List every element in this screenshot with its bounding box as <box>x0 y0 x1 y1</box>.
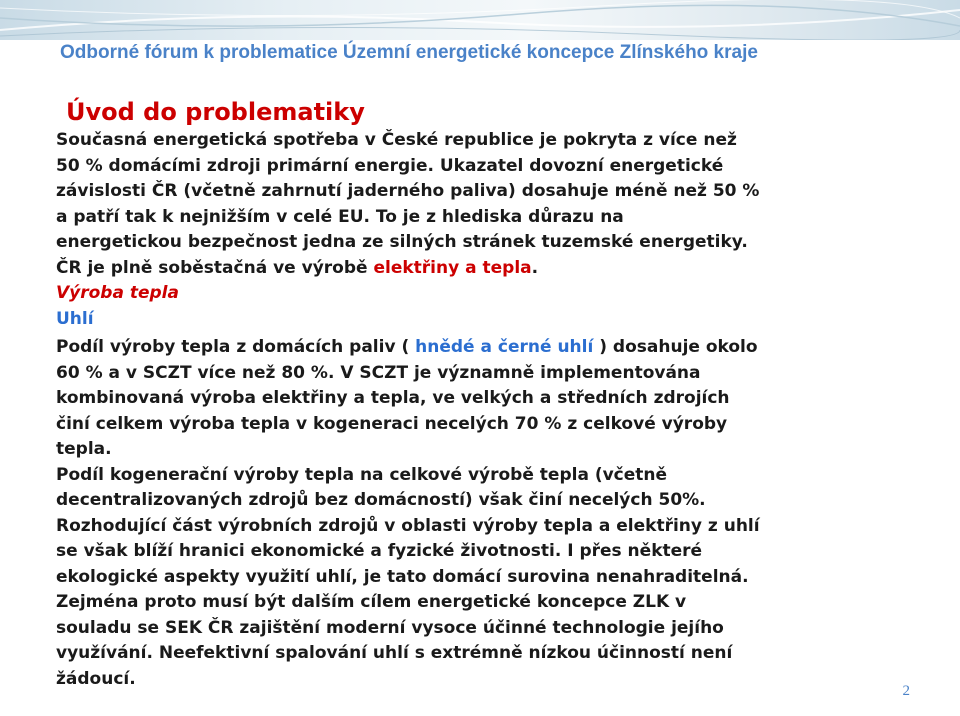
paragraph-coal <box>56 335 760 692</box>
text-line: a patří tak k nejnižším v celé EU. To je z hlediska důrazu na <box>56 206 624 227</box>
text-line: 60 % a v SCZT více než 80 %. V SCZT je významně implementována <box>56 362 701 383</box>
text-line: tepla. <box>56 439 112 459</box>
text-line: činí celkem výroba tepla v kogeneraci necelých 70 % z celkové výroby <box>56 413 728 434</box>
text-line: Rozhodující část výrobních zdrojů v oblasti výroby tepla a elektřiny z uhlí <box>56 515 760 536</box>
text-line: Podíl kogenerační výroby tepla na celkové výrobě tepla (včetně <box>56 464 668 485</box>
text-line: využívání. Neefektivní spalování uhlí s extrémně nízkou účinností není <box>56 643 733 663</box>
paragraph-intro <box>56 128 759 332</box>
text-line: 50 % domácími zdroji primární energie. Ukazatel dovozní energetické <box>56 155 724 176</box>
text-line: energetickou bezpečnost jedna ze silných stránek tuzemské energetiky. <box>56 232 748 252</box>
text-run: Podíl výroby tepla z domácích paliv ( <box>56 337 416 357</box>
text-run: ČR je plně soběstačná ve výrobě <box>56 257 374 278</box>
text-line: decentralizovaných zdrojů bez domácností) však činí necelých 50%. <box>56 490 706 510</box>
text-line: Zejména proto musí být dalším cílem energetické koncepce ZLK v <box>56 592 687 612</box>
text-line: ekologické aspekty využití uhlí, je tato domácí surovina nenahraditelná. <box>56 566 749 587</box>
highlight-coal-types: hnědé a černé uhlí <box>415 337 594 357</box>
text-line: Současná energetická spotřeba v České republice je pokryta z více než <box>56 130 737 150</box>
presentation-header: Odborné fórum k problematice Územní energetické koncepce Zlínského kraje <box>60 42 758 63</box>
highlight-electricity-heat: elektřiny a tepla <box>373 257 532 278</box>
text-line: se však blíží hranici ekonomické a fyzické životnosti. I přes některé <box>56 541 703 561</box>
text-line: souladu se SEK ČR zajištění moderní vysoce účinné technologie jejího <box>56 617 724 638</box>
text-line: žádoucí. <box>56 668 136 689</box>
text-line: kombinovaná výroba elektřiny a tepla, ve velkých a středních zdrojích <box>56 388 730 408</box>
text-line: závislosti ČR (včetně zahrnutí jaderného paliva) dosahuje méně než 50 % <box>56 181 760 201</box>
subheading-coal: Uhlí <box>56 308 94 329</box>
slide-title: Úvod do problematiky <box>66 98 365 126</box>
text-line <box>56 256 759 282</box>
text-run: ) dosahuje okolo <box>593 337 758 357</box>
subheading-heat-production: Výroba tepla <box>56 283 179 303</box>
text-line <box>56 335 760 361</box>
header-decoration <box>0 0 960 40</box>
text-run: . <box>531 257 539 278</box>
page-number: 2 <box>902 683 910 699</box>
